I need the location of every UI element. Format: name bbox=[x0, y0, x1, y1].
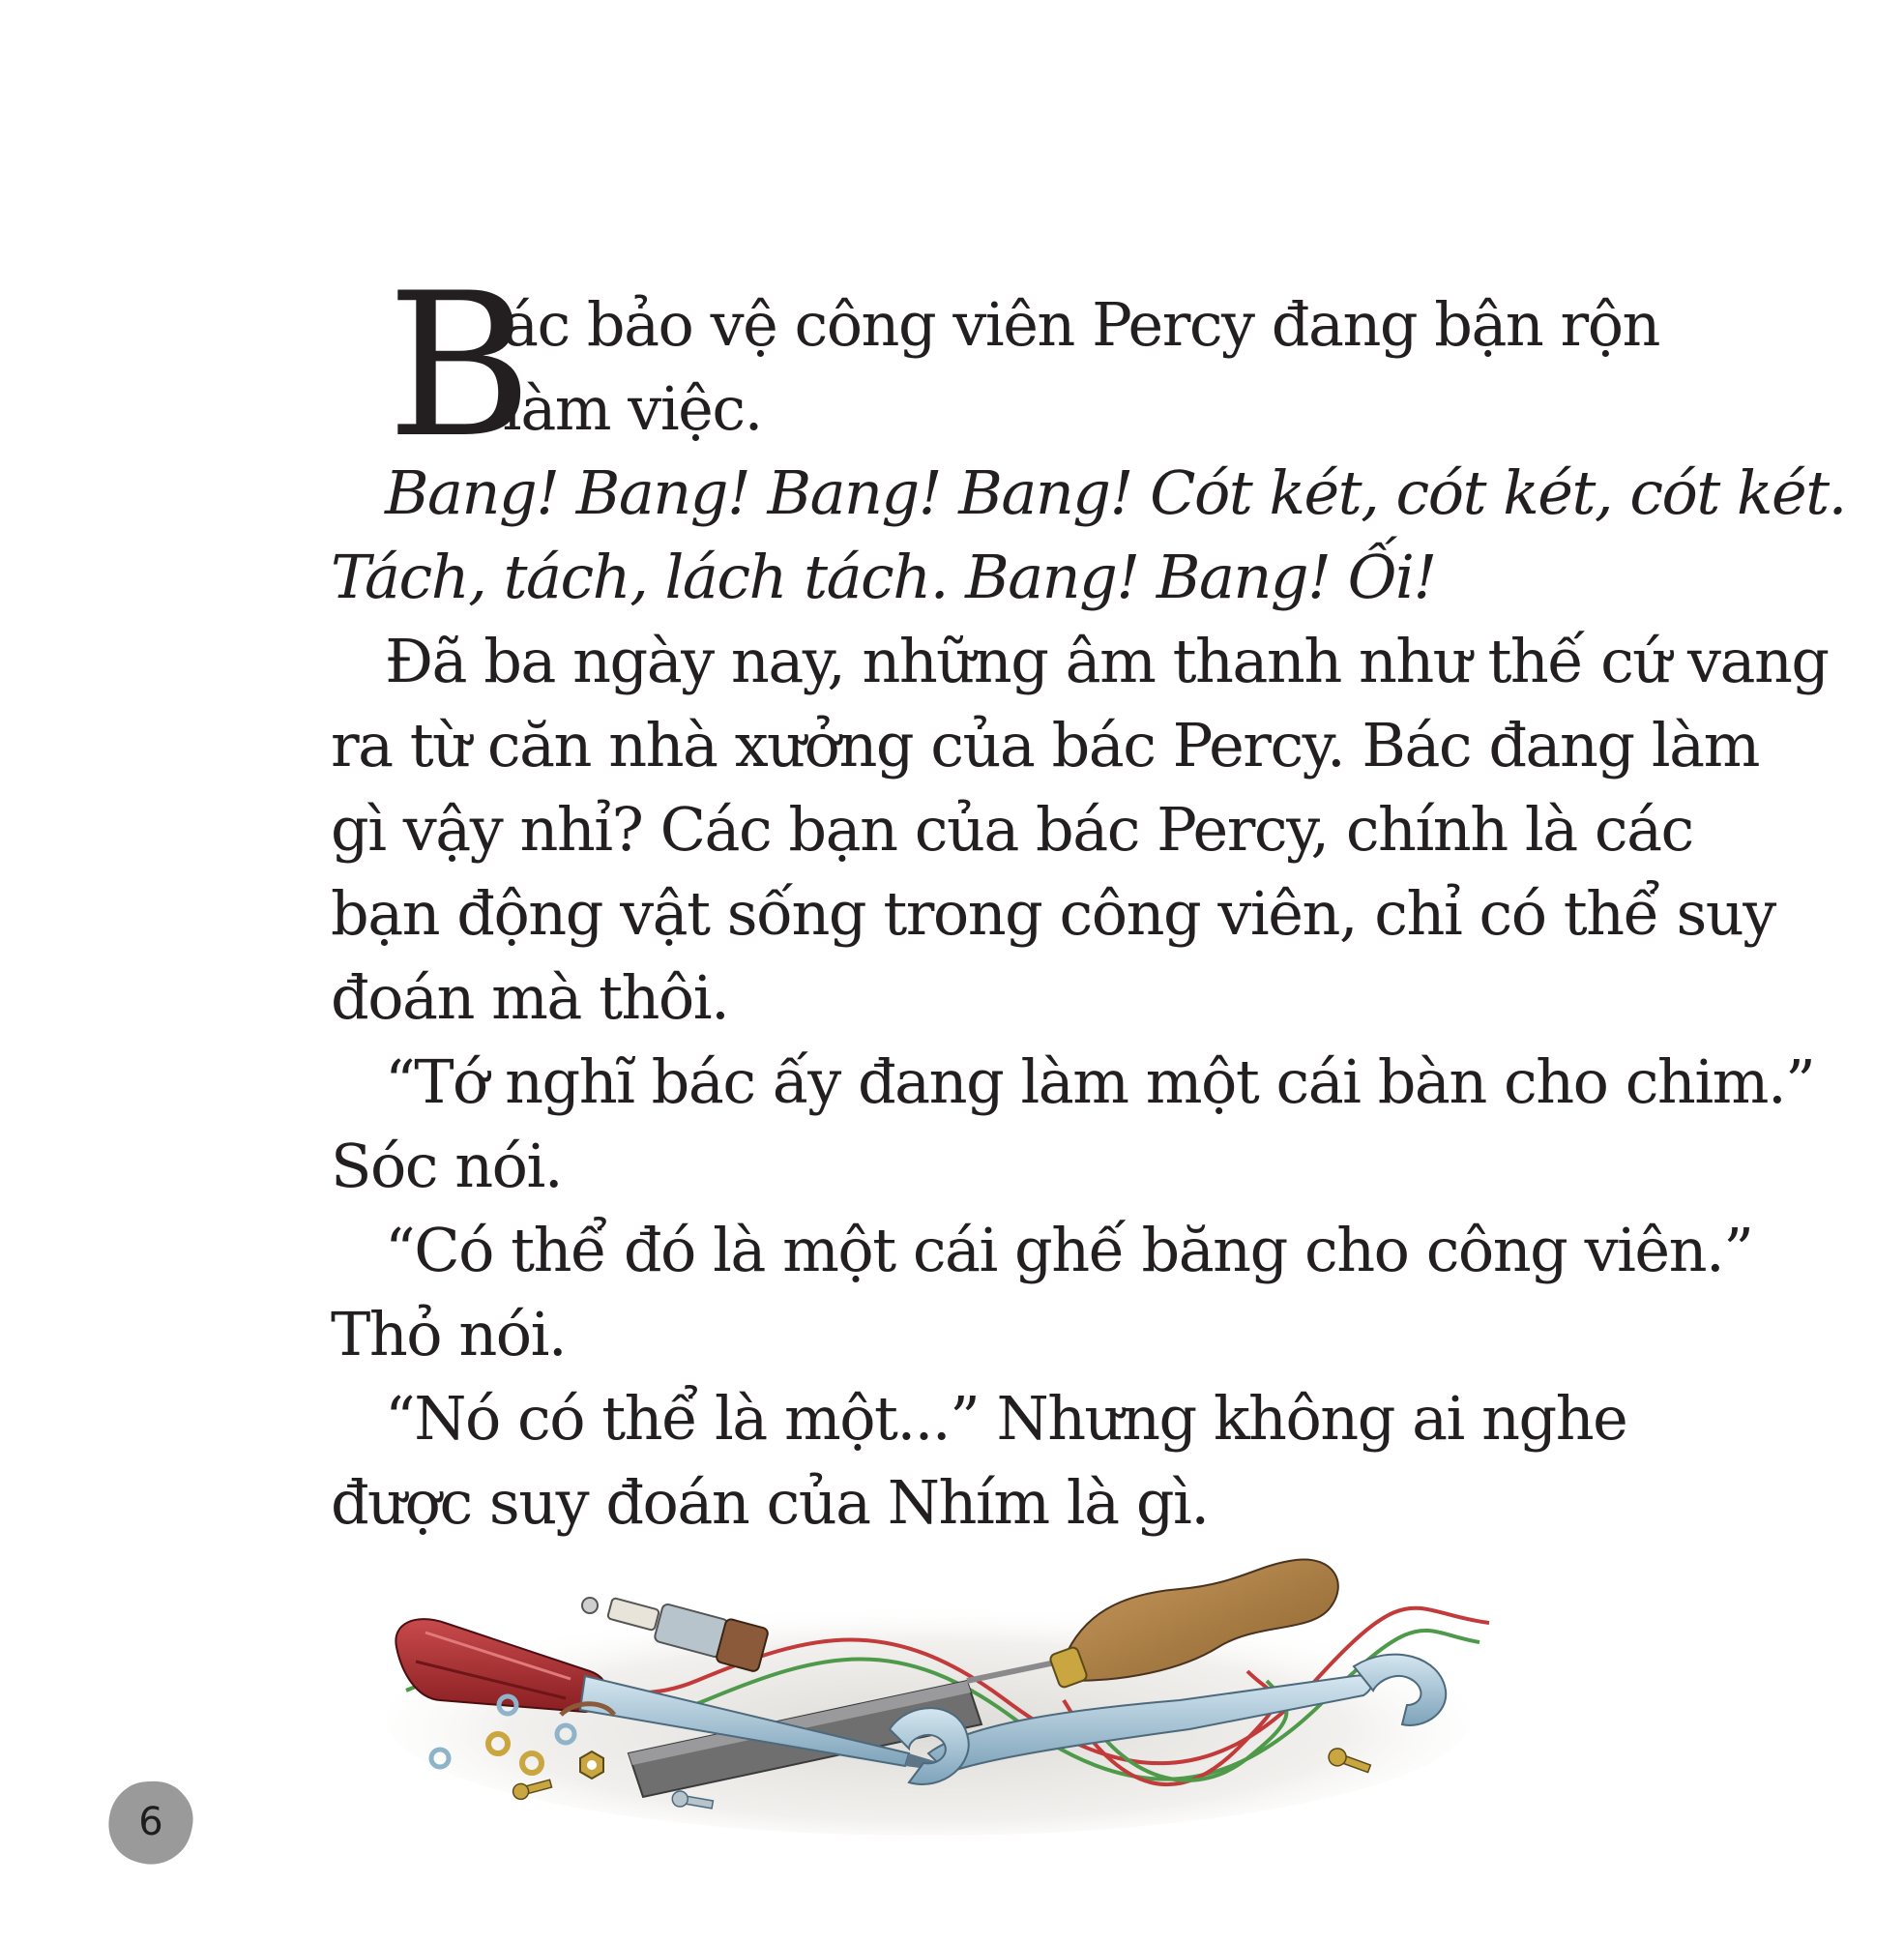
paragraph-1 bbox=[331, 251, 1659, 482]
tools-illustration bbox=[387, 1555, 1499, 1836]
dialogue-line: “Nó có thể là một...” Nhưng không ai nghe bbox=[385, 1383, 1627, 1454]
drop-cap: B bbox=[387, 251, 533, 482]
text-line: Đã ba ngày nay, những âm thanh như thế cứ vang bbox=[385, 626, 1829, 696]
sound-effects-line: Tách, tách, lách tách. Bang! Bang! Ối! bbox=[331, 542, 1436, 612]
text-line: được suy đoán của Nhím là gì. bbox=[331, 1467, 1209, 1538]
text-line: làm việc. bbox=[503, 373, 762, 444]
text-line: ác bảo vệ công viên Percy đang bận rộn bbox=[503, 289, 1659, 360]
text-line: Thỏ nói. bbox=[331, 1299, 567, 1369]
dialogue-line: “Có thể đó là một cái ghế băng cho công viên.” bbox=[385, 1215, 1753, 1285]
page-number: 6 bbox=[138, 1800, 163, 1844]
text-line: gì vậy nhỉ? Các bạn của bác Percy, chính là các bbox=[331, 794, 1693, 865]
text-line: bạn động vật sống trong công viên, chỉ có thể suy bbox=[331, 878, 1775, 949]
text-line: đoán mà thôi. bbox=[331, 962, 729, 1033]
text-line: Sóc nói. bbox=[331, 1131, 563, 1201]
story-text bbox=[331, 251, 1846, 1545]
sound-effects-line: Bang! Bang! Bang! Bang! Cót két, cót két, cót két. bbox=[385, 457, 1846, 528]
text-line: ra từ căn nhà xưởng của bác Percy. Bác đang làm bbox=[331, 710, 1759, 780]
dialogue-line: “Tớ nghĩ bác ấy đang làm một cái bàn cho chim.” bbox=[385, 1046, 1815, 1117]
page-number-badge bbox=[104, 1776, 197, 1868]
